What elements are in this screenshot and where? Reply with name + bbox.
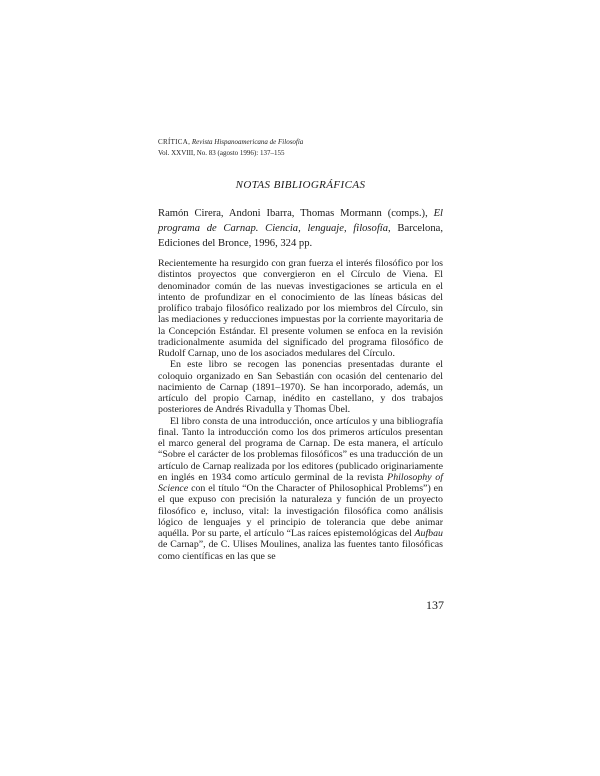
paragraph-2: En este libro se recogen las ponencias presentadas durante el coloquio organizado en San Sebastián con ocasión del centenario del nacimiento de Carnap (1891–1970). Se han incorporado, además, un artículo del propio Carnap, inédito en castellano, y dos trabajos posteriores de Andrés Rivadulla y Thomas Übel.	[158, 359, 443, 416]
paragraph-3	[158, 416, 443, 562]
paragraph-3-part-b: con el título “On the Character of Philosophical Problems”) en el que expuso con precisión la naturaleza y función de un proyecto filosófico e, incluso, vital: la investigación filosófica como análisis lógico de lenguajes y el principio de tolerancia que debe animar aquélla. Por su parte, el artículo “Las raíces epistemológicas del	[158, 483, 443, 539]
citation-title: El programa de Carnap. Ciencia, lenguaje, filosofía	[158, 208, 443, 234]
paragraph-3-work: Aufbau	[414, 528, 443, 539]
citation-authors: Ramón Cirera, Andoni Ibarra, Thomas Mormann (comps.),	[158, 208, 428, 219]
review-body	[158, 258, 443, 562]
paragraph-3-part-c: de Carnap”, de C. Ulises Moulines, analiza las fuentes tanto filosóficas como científicas en las que se	[158, 539, 443, 562]
journal-header	[158, 137, 458, 159]
page-number: 137	[426, 598, 444, 612]
book-citation	[158, 206, 443, 251]
journal-name: CRÍTICA,	[158, 138, 191, 146]
citation-publication: , Barcelona, Ediciones del Bronce, 1996, 324 pp.	[158, 223, 443, 249]
section-title: NOTAS BIBLIOGRÁFICAS	[235, 179, 366, 191]
paragraph-3-part-a: El libro consta de una introducción, once artículos y una bibliografía final. Tanto la introducción como los dos primeros artículos presentan el marco general del programa de Carnap. De esta manera, el artículo “Sobre el carácter de los problemas filosóficos” es una traducción de un artículo de Carnap realizada por los editores (publicado originariamente en inglés en 1934 como artículo germinal de la revista	[158, 415, 443, 483]
journal-name-line	[158, 137, 458, 148]
journal-volume: Vol. XXVIII, No. 83 (agosto 1996): 137–155	[158, 149, 285, 157]
paragraph-1: Recientemente ha resurgido con gran fuerza el interés filosófico por los distintos proyectos que convergieron en el Círculo de Viena. El denominador común de las nuevas investigaciones se articula en el intento de profundizar en el conocimiento de las líneas básicas del prolífico trabajo filosófico realizado por los miembros del Círculo, sin las mediaciones y reducciones impuestas por la corriente mayoritaria de la Concepción Estándar. El presente volumen se enfoca en la revisión tradicionalmente asumida del significado del programa filosófico de Rudolf Carnap, uno de los asociados medulares del Círculo.	[158, 258, 443, 359]
paragraph-3-journal: Philosophy of Science	[158, 471, 443, 494]
journal-subtitle: Revista Hispanoamericana de Filosofía	[191, 138, 304, 146]
